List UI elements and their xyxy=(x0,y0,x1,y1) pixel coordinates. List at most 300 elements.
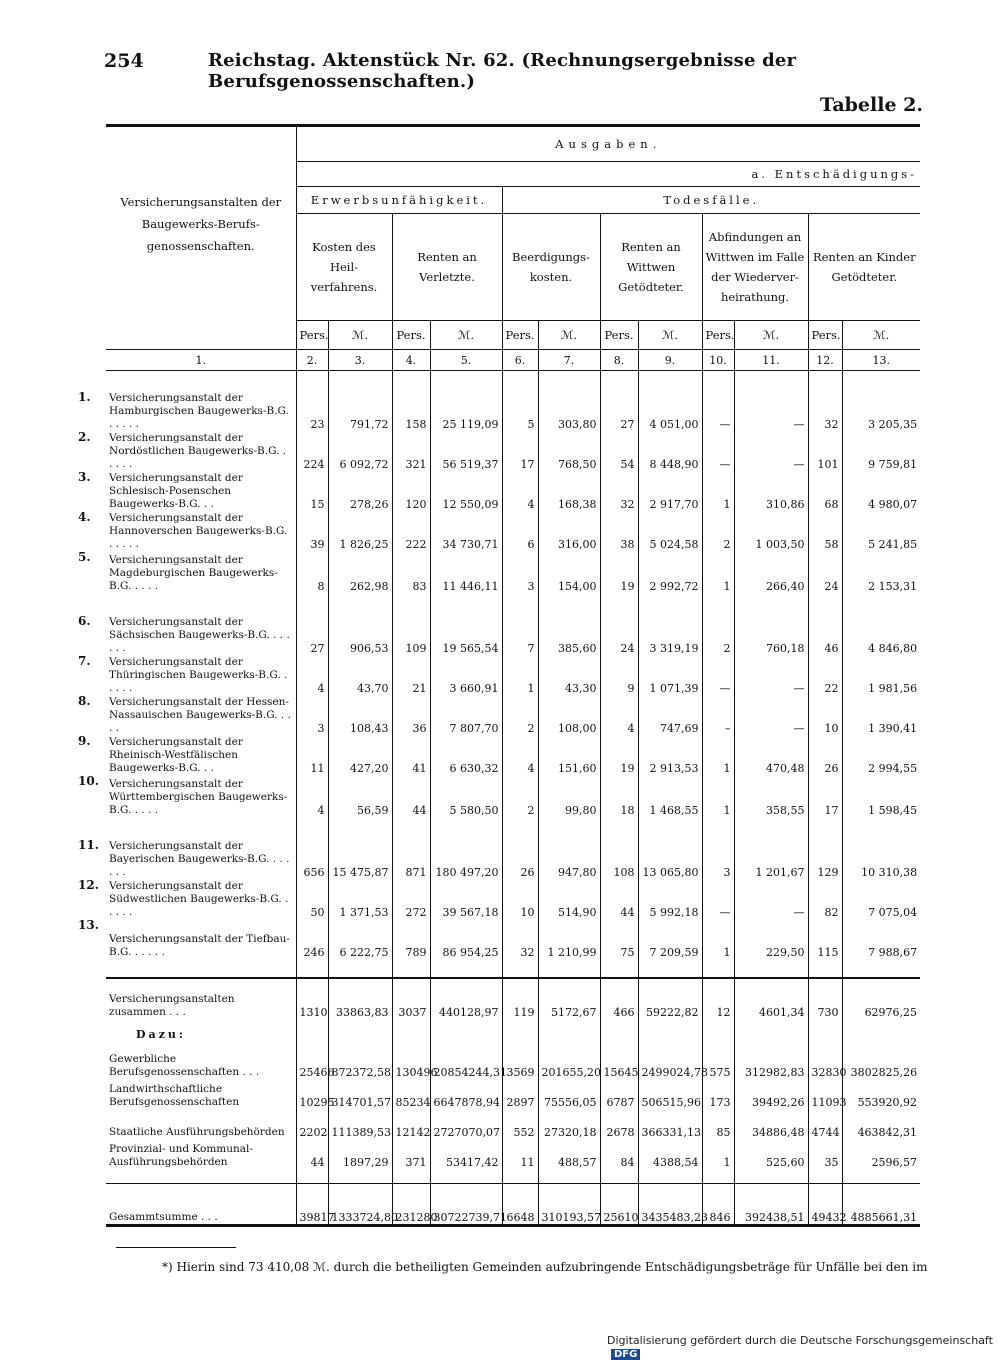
dazu-row xyxy=(106,1019,920,1049)
cell-c5: 39 567,18 xyxy=(430,879,502,919)
cell-c8: 15645 xyxy=(600,1049,638,1079)
cell-c11: 310,86 xyxy=(734,471,808,511)
total-row xyxy=(106,1184,920,1226)
cell-c4: 109 xyxy=(392,615,430,655)
cell-c10: 575 xyxy=(702,1049,734,1079)
cell-c12: 58 xyxy=(808,511,842,551)
cell-c9: 2 992,72 xyxy=(638,551,702,593)
sub-header: Renten an Kinder Getödteter. xyxy=(808,214,920,321)
cell-c4: 44 xyxy=(392,775,430,817)
cell-c10: 85 xyxy=(702,1109,734,1139)
cell-c7: 1 210,99 xyxy=(538,919,600,959)
cell-c12: 46 xyxy=(808,615,842,655)
cell-c10: — xyxy=(702,391,734,431)
cell-c3: 427,20 xyxy=(328,735,392,775)
cell-c5: 20854244,31 xyxy=(430,1049,502,1079)
unit-pers: Pers. xyxy=(600,321,638,350)
column-number: 1. xyxy=(106,350,296,371)
row-index: 2. xyxy=(78,430,91,444)
cell-c13: 5 241,85 xyxy=(868,538,918,551)
cell-c7: 385,60 xyxy=(538,615,600,655)
cell-c9: 747,69 xyxy=(638,695,702,735)
row-label: Versicherungsanstalt der Tiefbau-B.G. . . . . . xyxy=(109,933,290,958)
cell-c2: 246 xyxy=(296,919,328,959)
cell-c6: 2897 xyxy=(502,1079,538,1109)
cell-c6: 10 xyxy=(502,879,538,919)
cell-c4: 222 xyxy=(392,511,430,551)
row-index: 9. xyxy=(78,734,91,748)
cell-c8: 9 xyxy=(600,655,638,695)
cell-c8: 54 xyxy=(600,431,638,471)
cell-c5: 180 497,20 xyxy=(430,839,502,879)
table-row xyxy=(106,431,920,471)
cell-c3: 6 092,72 xyxy=(328,431,392,471)
cell-c9: 366331,13 xyxy=(638,1109,702,1139)
cell-c7: 75556,05 xyxy=(538,1079,600,1109)
cell-c2: 224 xyxy=(296,431,328,471)
table-row xyxy=(106,919,920,959)
cell-c10: 3 xyxy=(702,839,734,879)
cell-c12: 49432 xyxy=(808,1184,842,1226)
row-index: 7. xyxy=(78,654,91,668)
footnote-rule xyxy=(116,1247,236,1248)
cell-c5: 6647878,94 xyxy=(430,1079,502,1109)
cell-c8: 32 xyxy=(600,471,638,511)
cell-c9: 1 468,55 xyxy=(638,775,702,817)
cell-c5: 3 660,91 xyxy=(430,655,502,695)
cell-c12: 730 xyxy=(808,978,842,1019)
cell-c11: 525,60 xyxy=(734,1139,808,1169)
cell-c8: 19 xyxy=(600,551,638,593)
unit-pers: Pers. xyxy=(296,321,328,350)
spacer-row xyxy=(106,959,920,978)
cell-c4: 371 xyxy=(392,1139,430,1169)
cell-c3: 1 826,25 xyxy=(328,511,392,551)
cell-c12: 82 xyxy=(808,879,842,919)
cell-c6: 4 xyxy=(502,735,538,775)
cell-c6: 7 xyxy=(502,615,538,655)
table-title: Ausgaben. xyxy=(296,126,920,162)
cell-c13: 463842,31 xyxy=(857,1126,918,1139)
unit-pers: Pers. xyxy=(502,321,538,350)
unit-pers: Pers. xyxy=(702,321,734,350)
cell-c7: 99,80 xyxy=(538,775,600,817)
cell-c2: 27 xyxy=(296,615,328,655)
row-label: Landwirthschaftliche Berufsgenossenschaften xyxy=(109,1083,240,1108)
cell-c13: 2 153,31 xyxy=(868,580,918,593)
column-number: 6. xyxy=(502,350,538,371)
cell-c2: 1310 xyxy=(296,978,328,1019)
unit-mark: ℳ. xyxy=(328,321,392,350)
row-label: Versicherungsanstalt der Hamburgischen Baugewerks-B.G. . . . . . xyxy=(109,392,289,430)
cell-c7: 316,00 xyxy=(538,511,600,551)
cell-c11: — xyxy=(734,655,808,695)
digitization-text: Digitalisierung gefördert durch die Deutsche Forschungsgemeinschaft xyxy=(607,1334,993,1347)
cell-c10: 2 xyxy=(702,511,734,551)
cell-c4: 41 xyxy=(392,735,430,775)
cell-c13: 4 846,80 xyxy=(868,642,918,655)
table-row xyxy=(106,695,920,735)
column-number: 13. xyxy=(842,350,920,371)
group-erwerb: Erwerbsunfähigkeit. xyxy=(296,187,502,214)
cell-c9: 4 051,00 xyxy=(638,391,702,431)
cell-c9: 5 024,58 xyxy=(638,511,702,551)
cell-c8: 38 xyxy=(600,511,638,551)
cell-c10: 846 xyxy=(702,1184,734,1226)
cell-c7: 201655,20 xyxy=(538,1049,600,1079)
unit-mark: ℳ. xyxy=(538,321,600,350)
cell-c5: 56 519,37 xyxy=(430,431,502,471)
cell-c11: — xyxy=(734,391,808,431)
cell-c2: 8 xyxy=(296,551,328,593)
cell-c8: 19 xyxy=(600,735,638,775)
cell-c10: 173 xyxy=(702,1079,734,1109)
table-row xyxy=(106,735,920,775)
cell-c2: 39 xyxy=(296,511,328,551)
cell-c13: 1 598,45 xyxy=(868,804,918,817)
cell-c5: 6 630,32 xyxy=(430,735,502,775)
cell-c4: 321 xyxy=(392,431,430,471)
cell-c7: 5172,67 xyxy=(538,978,600,1019)
cell-c11: — xyxy=(734,695,808,735)
row-index: 1. xyxy=(78,390,91,404)
cell-c11: — xyxy=(734,879,808,919)
digitization-note xyxy=(607,1334,1000,1360)
sub-header: Abfindungen an Wittwen im Falle der Wiederver-heirathung. xyxy=(702,214,808,321)
cell-c8: 2678 xyxy=(600,1109,638,1139)
row-label: Versicherungsanstalten zusammen . . . xyxy=(109,993,235,1018)
cell-c9: 2 917,70 xyxy=(638,471,702,511)
row-index: 3. xyxy=(78,470,91,484)
column-number: 3. xyxy=(328,350,392,371)
cell-c10: 12 xyxy=(702,978,734,1019)
row-label: Versicherungsanstalt der Rheinisch-Westfälischen Baugewerks-B.G. . . xyxy=(109,736,243,774)
column-number: 11. xyxy=(734,350,808,371)
cell-c11: 358,55 xyxy=(734,775,808,817)
cell-c11: 4601,34 xyxy=(734,978,808,1019)
column-number: 12. xyxy=(808,350,842,371)
unit-pers: Pers. xyxy=(392,321,430,350)
cell-c6: 2 xyxy=(502,695,538,735)
cell-c12: 35 xyxy=(808,1139,842,1169)
cell-c4: 83 xyxy=(392,551,430,593)
unit-mark: ℳ. xyxy=(638,321,702,350)
unit-mark: ℳ. xyxy=(734,321,808,350)
cell-c12: 22 xyxy=(808,655,842,695)
table-label: Tabelle 2. xyxy=(820,94,923,116)
cell-c11: 312982,83 xyxy=(734,1049,808,1079)
cell-c11: 266,40 xyxy=(734,551,808,593)
cell-c10: — xyxy=(702,879,734,919)
cell-c9: 1 071,39 xyxy=(638,655,702,695)
cell-c13: 4885661,31 xyxy=(842,1184,920,1226)
cell-c3: 33863,83 xyxy=(328,978,392,1019)
row-label: Versicherungsanstalt der Nordöstlichen Baugewerks-B.G. . . . . . xyxy=(109,432,287,470)
cell-c3: 108,43 xyxy=(328,695,392,735)
cell-c9: 8 448,90 xyxy=(638,431,702,471)
cell-c7: 947,80 xyxy=(538,839,600,879)
table-row xyxy=(106,391,920,431)
cell-c3: 1 371,53 xyxy=(328,879,392,919)
row-label: Versicherungsanstalt der Südwestlichen Baugewerks-B.G. . . . . . xyxy=(109,880,289,918)
unit-pers: Pers. xyxy=(808,321,842,350)
cell-c7: 303,80 xyxy=(538,391,600,431)
cell-c6: 6 xyxy=(502,511,538,551)
cell-c5: 25 119,09 xyxy=(430,391,502,431)
spacer-row xyxy=(106,593,920,615)
cell-c10: 1 xyxy=(702,919,734,959)
cell-c7: 514,90 xyxy=(538,879,600,919)
unit-mark: ℳ. xyxy=(430,321,502,350)
cell-c10: 1 xyxy=(702,735,734,775)
cell-c3: 15 475,87 xyxy=(328,839,392,879)
row-header: Versicherungsanstalten der Baugewerks-Berufs-genossenschaften. xyxy=(106,126,296,321)
summary-row xyxy=(106,978,920,1019)
cell-c2: 2202 xyxy=(296,1109,328,1139)
cell-c2: 4 xyxy=(296,655,328,695)
cell-c4: 85234 xyxy=(392,1079,430,1109)
cell-c12: 24 xyxy=(808,551,842,593)
cell-c3: 278,26 xyxy=(328,471,392,511)
row-index: 8. xyxy=(78,694,91,708)
cell-c7: 108,00 xyxy=(538,695,600,735)
cell-c4: 158 xyxy=(392,391,430,431)
row-label: Staatliche Ausführungsbehörden xyxy=(109,1126,285,1138)
cell-c3: 56,59 xyxy=(328,775,392,817)
cell-c12: 26 xyxy=(808,735,842,775)
cell-c2: 39817 xyxy=(296,1184,328,1226)
unit-mark: ℳ. xyxy=(842,321,920,350)
cell-c9: 59222,82 xyxy=(638,978,702,1019)
table-row xyxy=(106,615,920,655)
cell-c13: 3 205,35 xyxy=(868,418,918,431)
cell-c8: 6787 xyxy=(600,1079,638,1109)
cell-c7: 488,57 xyxy=(538,1139,600,1169)
sub-header: Renten an Wittwen Getödteter. xyxy=(600,214,702,321)
extra-row xyxy=(106,1109,920,1139)
cell-c11: 34886,48 xyxy=(734,1109,808,1139)
cell-c7: 154,00 xyxy=(538,551,600,593)
cell-c12: 129 xyxy=(808,839,842,879)
table-row xyxy=(106,551,920,593)
row-label: Versicherungsanstalt der Schlesisch-Posenschen Baugewerks-B.G. . . xyxy=(109,472,243,510)
cell-c6: 3 xyxy=(502,551,538,593)
running-head: Reichstag. Aktenstück Nr. 62. (Rechnungsergebnisse der Berufsgenossenschaften.) xyxy=(208,50,797,92)
cell-c3: 43,70 xyxy=(328,655,392,695)
cell-c9: 3 319,19 xyxy=(638,615,702,655)
cell-c13: 2 994,55 xyxy=(868,762,918,775)
table-row xyxy=(106,839,920,879)
cell-c5: 11 446,11 xyxy=(430,551,502,593)
cell-c6: 552 xyxy=(502,1109,538,1139)
dazu-label: Dazu: xyxy=(136,1027,186,1041)
row-index: 10. xyxy=(78,774,99,788)
cell-c11: — xyxy=(734,431,808,471)
cell-c6: 5 xyxy=(502,391,538,431)
cell-c5: 86 954,25 xyxy=(430,919,502,959)
column-number: 8. xyxy=(600,350,638,371)
cell-c9: 4388,54 xyxy=(638,1139,702,1169)
cell-c4: 120 xyxy=(392,471,430,511)
row-label: Versicherungsanstalt der Thüringischen Baugewerks-B.G. . . . . . xyxy=(109,656,288,694)
cell-c12: 10 xyxy=(808,695,842,735)
cell-c6: 119 xyxy=(502,978,538,1019)
cell-c8: 466 xyxy=(600,978,638,1019)
cell-c13: 10 310,38 xyxy=(861,866,918,879)
cell-c7: 27320,18 xyxy=(538,1109,600,1139)
cell-c4: 789 xyxy=(392,919,430,959)
cell-c6: 1 xyxy=(502,655,538,695)
column-number: 7. xyxy=(538,350,600,371)
expenditure-table xyxy=(78,124,920,1227)
row-label: Provinzial- und Kommunal-Ausführungsbehörden xyxy=(109,1143,253,1168)
footnote: *) Hierin sind 73 410,08 ℳ. durch die betheiligten Gemeinden aufzubringende Entschädigungsbeträge für Unfälle bei den im xyxy=(162,1260,928,1274)
row-label: Versicherungsanstalt der Hannoverschen Baugewerks-B.G. . . . . . xyxy=(109,512,288,550)
cell-c12: 17 xyxy=(808,775,842,817)
row-label: Gesammtsumme . . . xyxy=(109,1211,218,1223)
cell-c12: 32830 xyxy=(808,1049,842,1079)
cell-c2: 11 xyxy=(296,735,328,775)
cell-c11: 1 201,67 xyxy=(734,839,808,879)
sub-header: Beerdigungs-kosten. xyxy=(502,214,600,321)
table-subtitle: a. Entschädigungs- xyxy=(296,162,920,187)
cell-c11: 392438,51 xyxy=(734,1184,808,1226)
cell-c10: 1 xyxy=(702,551,734,593)
cell-c9: 3435483,23 xyxy=(638,1184,702,1226)
cell-c4: 871 xyxy=(392,839,430,879)
cell-c6: 32 xyxy=(502,919,538,959)
cell-c2: 15 xyxy=(296,471,328,511)
cell-c2: 25466 xyxy=(296,1049,328,1079)
column-number: 5. xyxy=(430,350,502,371)
cell-c10: 1 xyxy=(702,1139,734,1169)
cell-c5: 440128,97 xyxy=(430,978,502,1019)
cell-c13: 1 981,56 xyxy=(868,682,918,695)
row-index: 11. xyxy=(78,838,99,852)
cell-c8: 18 xyxy=(600,775,638,817)
spacer-row xyxy=(106,1169,920,1184)
row-label: Versicherungsanstalt der Hessen-Nassauischen Baugewerks-B.G. . . . . xyxy=(109,696,291,734)
cell-c6: 3569 xyxy=(502,1049,538,1079)
cell-c2: 656 xyxy=(296,839,328,879)
cell-c8: 84 xyxy=(600,1139,638,1169)
cell-c11: 470,48 xyxy=(734,735,808,775)
cell-c6: 11 xyxy=(502,1139,538,1169)
cell-c2: 10295 xyxy=(296,1079,328,1109)
cell-c12: 115 xyxy=(808,919,842,959)
table-row xyxy=(106,471,920,511)
spacer-row xyxy=(106,817,920,839)
cell-c9: 2 913,53 xyxy=(638,735,702,775)
table-row xyxy=(106,775,920,817)
cell-c3: 262,98 xyxy=(328,551,392,593)
cell-c3: 906,53 xyxy=(328,615,392,655)
row-index: 4. xyxy=(78,510,91,524)
cell-c3: 1333724,80 xyxy=(328,1184,392,1226)
cell-c8: 108 xyxy=(600,839,638,879)
cell-c2: 50 xyxy=(296,879,328,919)
cell-c10: – xyxy=(702,695,734,735)
table-row xyxy=(106,655,920,695)
row-index: 5. xyxy=(78,550,91,564)
row-index: 13. xyxy=(78,918,99,932)
row-label: Versicherungsanstalt der Bayerischen Baugewerks-B.G. . . . . . . xyxy=(109,840,290,878)
row-index: 12. xyxy=(78,878,99,892)
cell-c10: 2 xyxy=(702,615,734,655)
cell-c7: 151,60 xyxy=(538,735,600,775)
cell-c4: 36 xyxy=(392,695,430,735)
row-label: Versicherungsanstalt der Magdeburgischen Baugewerks-B.G. . . . . xyxy=(109,554,278,592)
cell-c9: 13 065,80 xyxy=(638,839,702,879)
cell-c13: 4 980,07 xyxy=(868,498,918,511)
cell-c3: 6 222,75 xyxy=(328,919,392,959)
column-number: 2. xyxy=(296,350,328,371)
sub-header: Kosten des Heil-verfahrens. xyxy=(296,214,392,321)
column-number: 10. xyxy=(702,350,734,371)
cell-c10: — xyxy=(702,431,734,471)
cell-c12: 11093 xyxy=(808,1079,842,1109)
cell-c8: 4 xyxy=(600,695,638,735)
cell-c3: 1897,29 xyxy=(328,1139,392,1169)
cell-c8: 27 xyxy=(600,391,638,431)
cell-c8: 75 xyxy=(600,919,638,959)
cell-c13: 62976,25 xyxy=(842,978,920,1019)
cell-c13: 9 759,81 xyxy=(868,458,918,471)
cell-c13: 1 390,41 xyxy=(868,722,918,735)
cell-c10: 1 xyxy=(702,471,734,511)
cell-c7: 43,30 xyxy=(538,655,600,695)
cell-c4: 21 xyxy=(392,655,430,695)
cell-c6: 4 xyxy=(502,471,538,511)
cell-c11: 1 003,50 xyxy=(734,511,808,551)
spacer-row xyxy=(106,371,920,392)
cell-c3: 872372,58 xyxy=(328,1049,392,1079)
cell-c7: 310193,57 xyxy=(538,1184,600,1226)
cell-c12: 4744 xyxy=(808,1109,842,1139)
cell-c4: 231280 xyxy=(392,1184,430,1226)
cell-c9: 7 209,59 xyxy=(638,919,702,959)
cell-c5: 2727070,07 xyxy=(430,1109,502,1139)
table-row xyxy=(106,879,920,919)
cell-c3: 314701,57 xyxy=(328,1079,392,1109)
row-label: Versicherungsanstalt der Württembergischen Baugewerks-B.G. . . . . xyxy=(109,778,288,816)
cell-c13: 7 988,67 xyxy=(868,946,918,959)
cell-c6: 26 xyxy=(502,839,538,879)
cell-c13: 553920,92 xyxy=(857,1096,918,1109)
cell-c12: 68 xyxy=(808,471,842,511)
cell-c5: 53417,42 xyxy=(430,1139,502,1169)
cell-c10: 1 xyxy=(702,775,734,817)
cell-c6: 17 xyxy=(502,431,538,471)
cell-c11: 760,18 xyxy=(734,615,808,655)
cell-c12: 32 xyxy=(808,391,842,431)
cell-c6: 2 xyxy=(502,775,538,817)
cell-c12: 101 xyxy=(808,431,842,471)
cell-c2: 4 xyxy=(296,775,328,817)
extra-row xyxy=(106,1049,920,1079)
cell-c2: 23 xyxy=(296,391,328,431)
cell-c3: 791,72 xyxy=(328,391,392,431)
cell-c5: 19 565,54 xyxy=(430,615,502,655)
cell-c13: 2596,57 xyxy=(871,1156,918,1169)
cell-c5: 5 580,50 xyxy=(430,775,502,817)
cell-c8: 44 xyxy=(600,879,638,919)
cell-c9: 2499024,78 xyxy=(638,1049,702,1079)
cell-c9: 5 992,18 xyxy=(638,879,702,919)
extra-row xyxy=(106,1139,920,1169)
column-number: 9. xyxy=(638,350,702,371)
cell-c8: 25610 xyxy=(600,1184,638,1226)
